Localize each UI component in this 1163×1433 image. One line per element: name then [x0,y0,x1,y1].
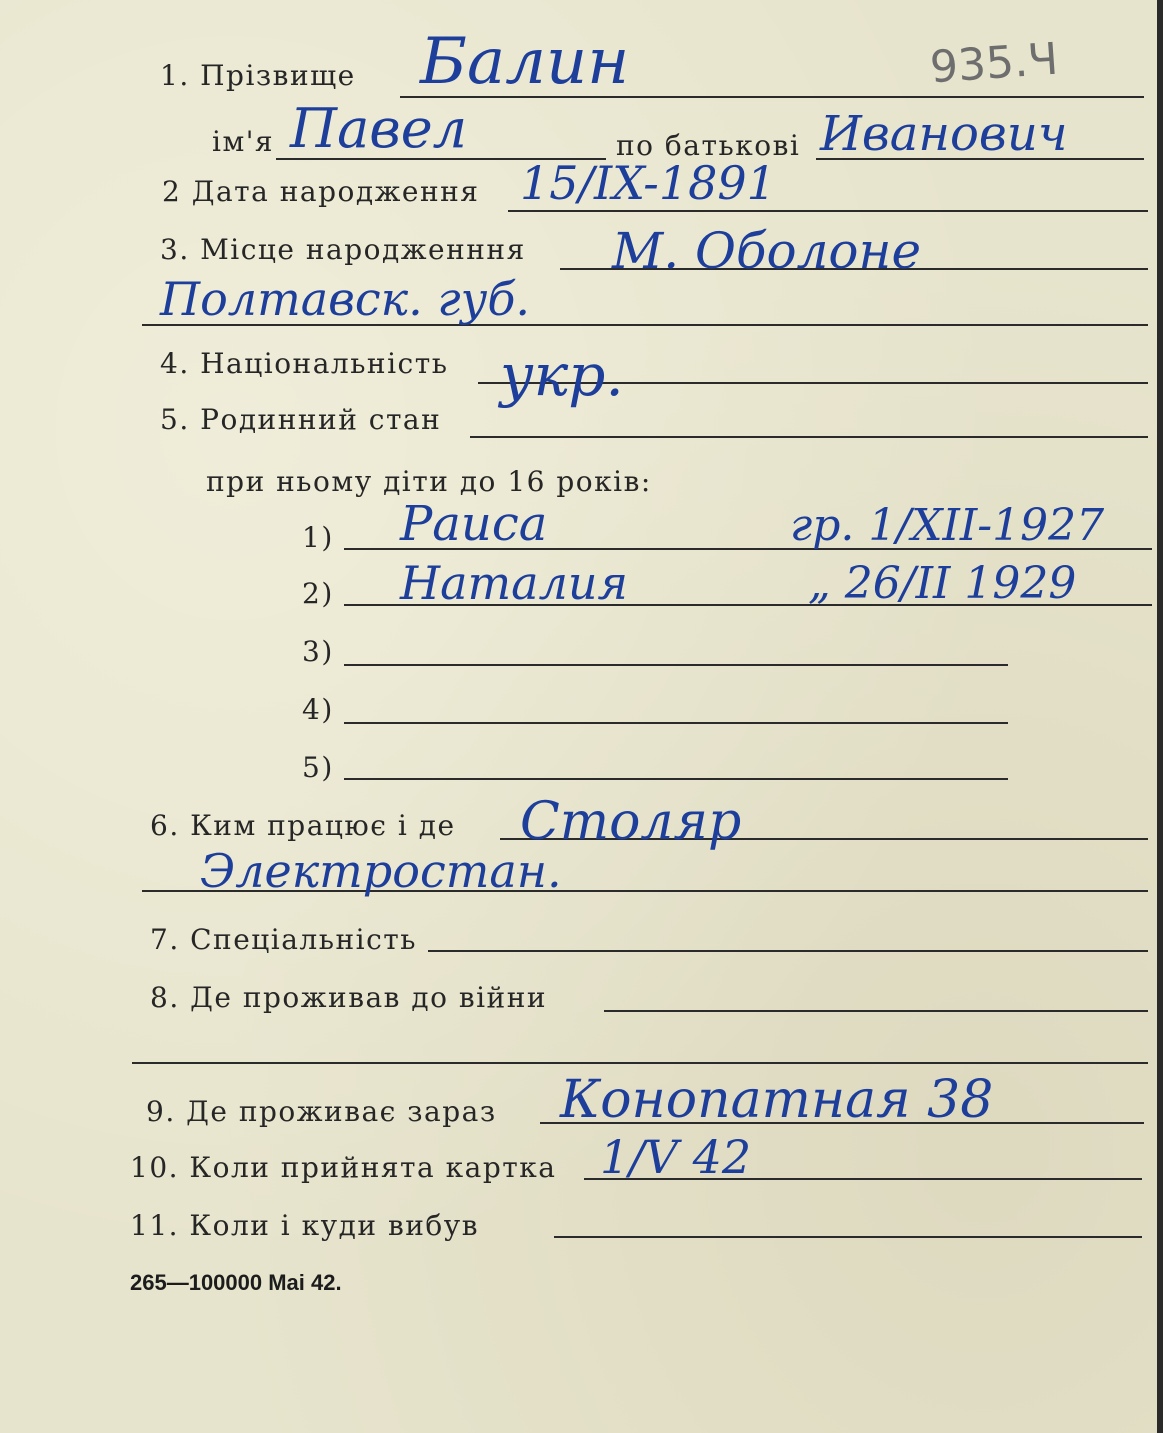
patronymic-value[interactable]: Иванович [820,106,1068,162]
children-header: при ньому діти до 16 років: [206,465,652,498]
specialty-label: 7. Спеціальність [150,923,417,956]
child-name[interactable]: Наталия [400,556,628,610]
child-line [344,664,1008,666]
current-residence-label: 9. Де проживає зараз [146,1095,497,1128]
birth-date-value[interactable]: 15/IX-1891 [520,156,776,210]
child-number: 5) [302,751,334,784]
birth-place-value[interactable]: М. Оболоне [612,222,922,280]
child-number: 4) [302,693,334,726]
child-birth[interactable]: гр. 1/XII-1927 [790,500,1105,551]
child-number: 3) [302,635,334,668]
prewar-residence-label: 8. Де проживав до війни [150,981,548,1014]
prewar-residence-line-2 [132,1062,1148,1064]
child-name[interactable]: Раиса [400,496,548,552]
first-name-value[interactable]: Павел [290,97,468,160]
prewar-residence-line [604,1010,1148,1012]
surname-value[interactable]: Балин [420,25,630,99]
child-line [344,722,1008,724]
child-line [344,778,1008,780]
surname-label: 1. Прізвище [160,59,356,92]
departure-label: 11. Коли і куди вибув [130,1209,479,1242]
child-number: 2) [302,577,334,610]
occupation-value-2[interactable]: Электростан. [200,844,562,898]
current-residence-value[interactable]: Конопатная 38 [560,1070,994,1130]
print-run-footer: 265—100000 Mai 42. [130,1270,342,1295]
card-accepted-label: 10. Коли прийнята картка [130,1151,557,1184]
nationality-label: 4. Національність [160,347,449,380]
marital-status-line [470,436,1148,438]
specialty-line [428,950,1148,952]
first-name-label: ім'я [212,125,275,158]
patronymic-label: по батькові [616,129,801,162]
archive-mark: 935.Ч [928,33,1060,94]
birth-date-label: 2 Дата народження [162,175,480,208]
birth-place-value-2[interactable]: Полтавск. губ. [160,272,531,326]
nationality-value[interactable]: укр. [500,341,624,409]
birth-place-label: 3. Місце народженння [160,233,526,266]
child-birth[interactable]: „ 26/II 1929 [808,558,1077,609]
occupation-value[interactable]: Столяр [520,792,742,852]
card-accepted-value[interactable]: 1/V 42 [600,1130,752,1184]
child-number: 1) [302,521,334,554]
departure-line [554,1236,1142,1238]
occupation-label: 6. Ким працює і де [150,809,456,842]
marital-status-label: 5. Родинний стан [160,403,442,436]
birth-date-line [508,210,1148,212]
